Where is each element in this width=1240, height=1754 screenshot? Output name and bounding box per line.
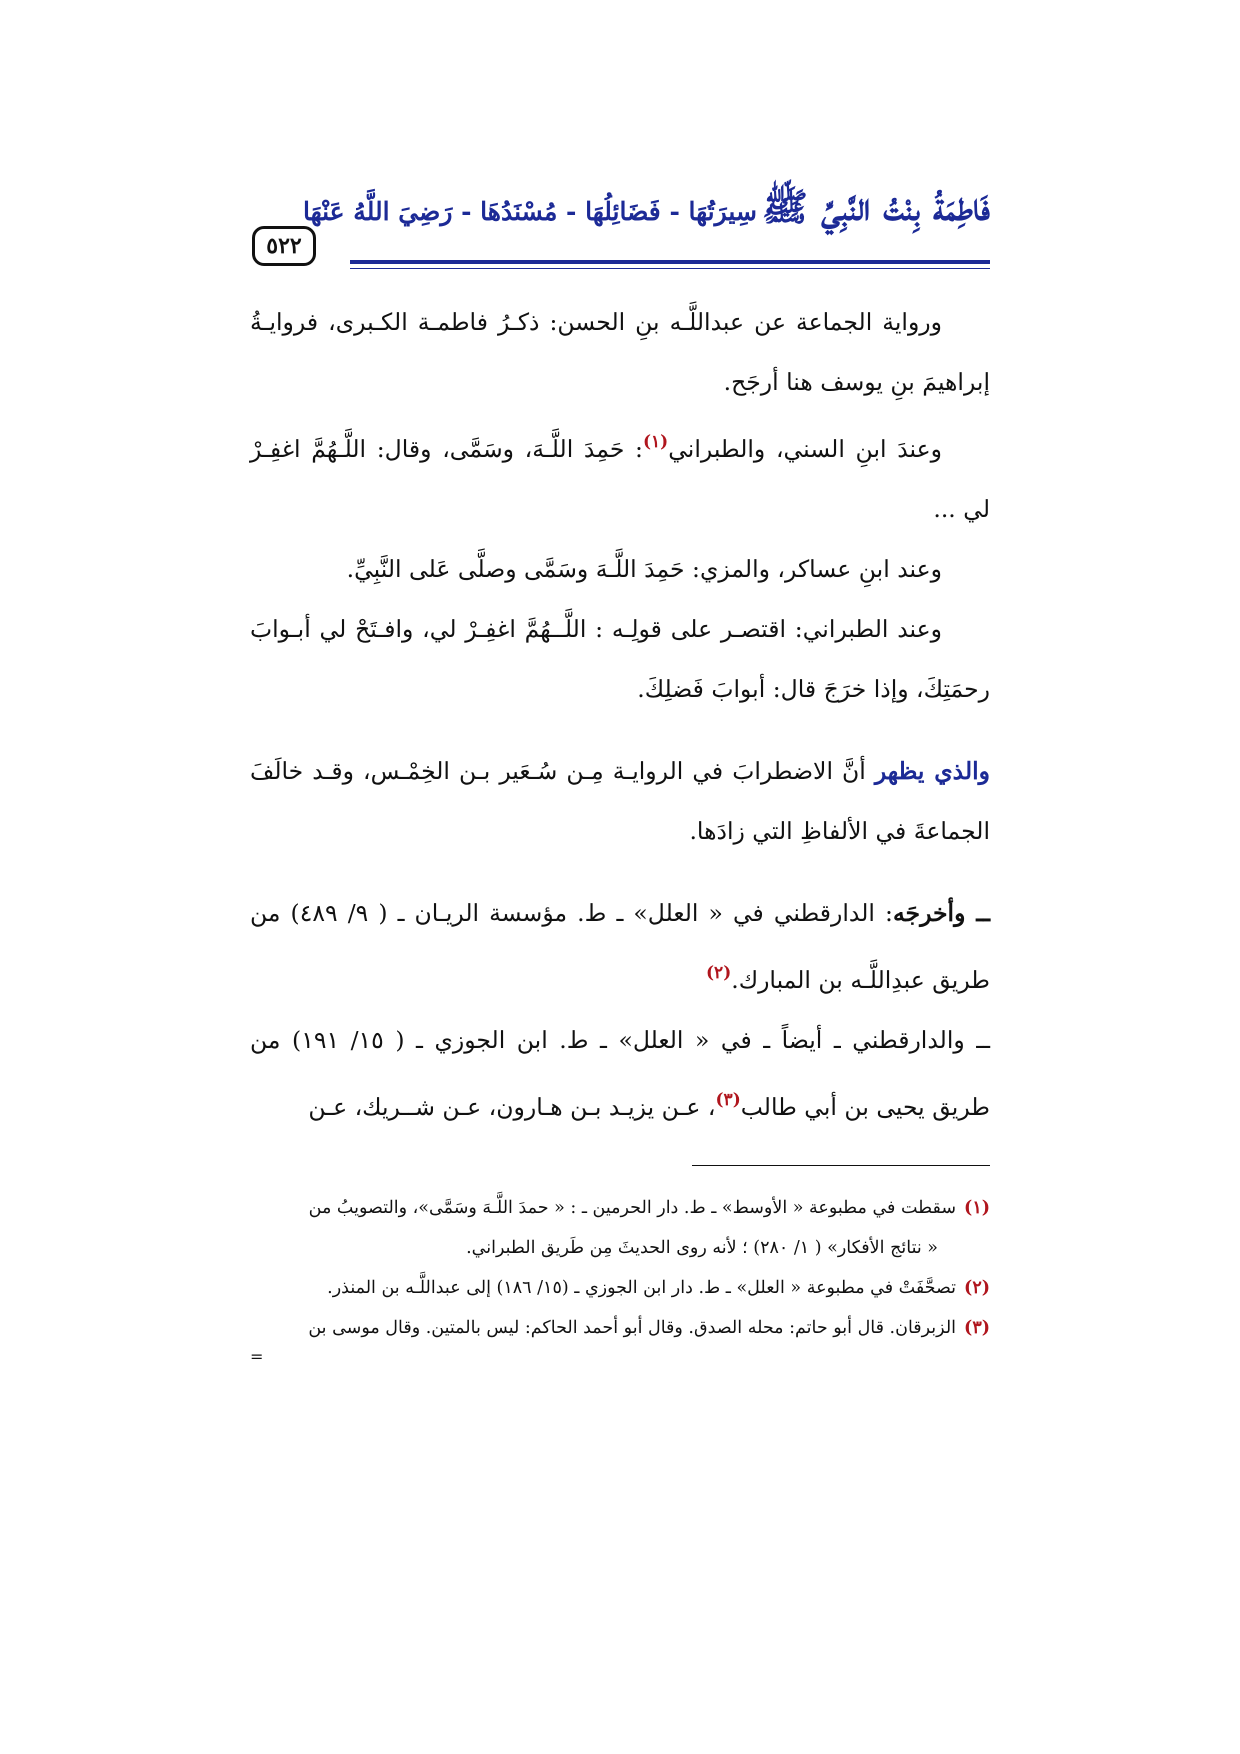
- paragraph-4: وعند الطبراني: اقتصـر على قولِـه : اللَّــهُمَّ اغفِـرْ لي، وافـتَحْ لي أبـوابَ رحمَتِكَ، وإذا خرَجَ قال: أبوابَ فَضلِكَ.: [250, 615, 990, 703]
- main-text: [250, 292, 990, 1137]
- paragraph-6-text: : الدارقطني في « العلل» ـ ط. مؤسسة الريـان ـ ( ٩/ ٤٨٩) من طريق عبدِاللَّـه بن المبارك.: [250, 899, 990, 994]
- highlight-phrase: والذي يظهر: [874, 757, 990, 785]
- paragraph-7-text-b: ، عـن يزيـد بـن هـارون، عـن شــريك، عـن: [308, 1093, 716, 1121]
- footnote-3: [250, 1308, 990, 1348]
- footnote-1-continuation: « نتائج الأفكار» ( ١/ ٢٨٠) ؛ لأنه روى الحديثَ مِن طَريق الطبراني.: [466, 1238, 938, 1258]
- footnote-2: [250, 1268, 990, 1308]
- paragraph-6-lead: ــ وأخرجَه: [892, 899, 990, 927]
- footnote-divider: [692, 1165, 990, 1166]
- footnote-1: [250, 1188, 990, 1228]
- footnote-ref-3[interactable]: (٣): [715, 1090, 741, 1110]
- book-title: فَاطِمَةُ بِنْتُ النَّبِيِّ ﷺ: [762, 184, 990, 229]
- footnote-2-text: تصحَّفَتْ في مطبوعة « العلل» ـ ط. دار ابن الجوزي ـ (١٥/ ١٨٦) إلى عبداللَّـه بن المنذر.: [327, 1278, 957, 1298]
- page-header: [250, 180, 990, 292]
- paragraph-1: ورواية الجماعة عن عبداللَّـه بنِ الحسن: ذكـرُ فاطمـة الكـبرى، فروايـةُ إبراهيمَ بنِ يوسف هنا أرجَح.: [250, 308, 990, 396]
- paragraph-7-text-a: ــ والدارقطني ـ أيضاً ـ في « العلل» ـ ط. ابن الجوزي ـ ( ١٥/ ١٩١) من طريق يحيى بن أبي طالب: [250, 1026, 991, 1121]
- paragraph-7: [250, 1010, 990, 1137]
- footnote-1-number: (١): [964, 1198, 990, 1218]
- footnotes: [250, 1188, 990, 1366]
- header-title: [303, 184, 990, 229]
- paragraph-2-text-a: وعندَ ابنِ السني، والطبراني: [668, 435, 942, 463]
- footnote-ref-1[interactable]: (١): [642, 432, 669, 452]
- paragraph-2-text-b: : حَمِدَ اللَّـهَ، وسَمَّى، وقال: اللَّـهُمَّ اغفِـرْ لي ...: [250, 435, 990, 523]
- paragraph-3: وعند ابنِ عساكر، والمزي: حَمِدَ اللَّـهَ وسَمَّى وصلَّى عَلى النَّبِيِّ.: [346, 555, 942, 583]
- page: [250, 180, 990, 1480]
- spacer: [250, 861, 990, 883]
- spacer: [250, 719, 990, 741]
- book-subtitle: سِيرَتُهَا - فَضَائِلُهَا - مُسْنَدُهَا - رَضِيَ اللَّهُ عَنْهَا: [303, 197, 757, 226]
- footnote-ref-2[interactable]: (٢): [706, 963, 732, 983]
- paragraph-5: [250, 741, 990, 861]
- footnote-2-number: (٢): [964, 1278, 990, 1298]
- footnote-3-text: الزبرقان. قال أبو حاتم: محله الصدق. وقال أبو أحمد الحاكم: ليس بالمتين. وقال موسى بن: [308, 1318, 957, 1338]
- footnote-continuation-mark: =: [250, 1347, 264, 1366]
- header-rule: [350, 260, 990, 269]
- paragraph-5-text: أنَّ الاضطرابَ في الروايـة مِـن سُـعَير بـن الخِمْـس، وقـد خالَفَ الجماعةَ في الألفاظِ التي زادَها.: [250, 757, 990, 845]
- footnote-3-number: (٣): [964, 1318, 990, 1338]
- footnote-1-text-a: سقطت في مطبوعة « الأوسط» ـ ط. دار الحرمين ـ : « حمدَ اللَّـهَ وسَمَّى»، والتصويبُ من: [308, 1198, 957, 1218]
- page-number: ٥٢٢: [252, 226, 316, 266]
- paragraph-6: [250, 883, 990, 1010]
- paragraph-2: [250, 412, 990, 539]
